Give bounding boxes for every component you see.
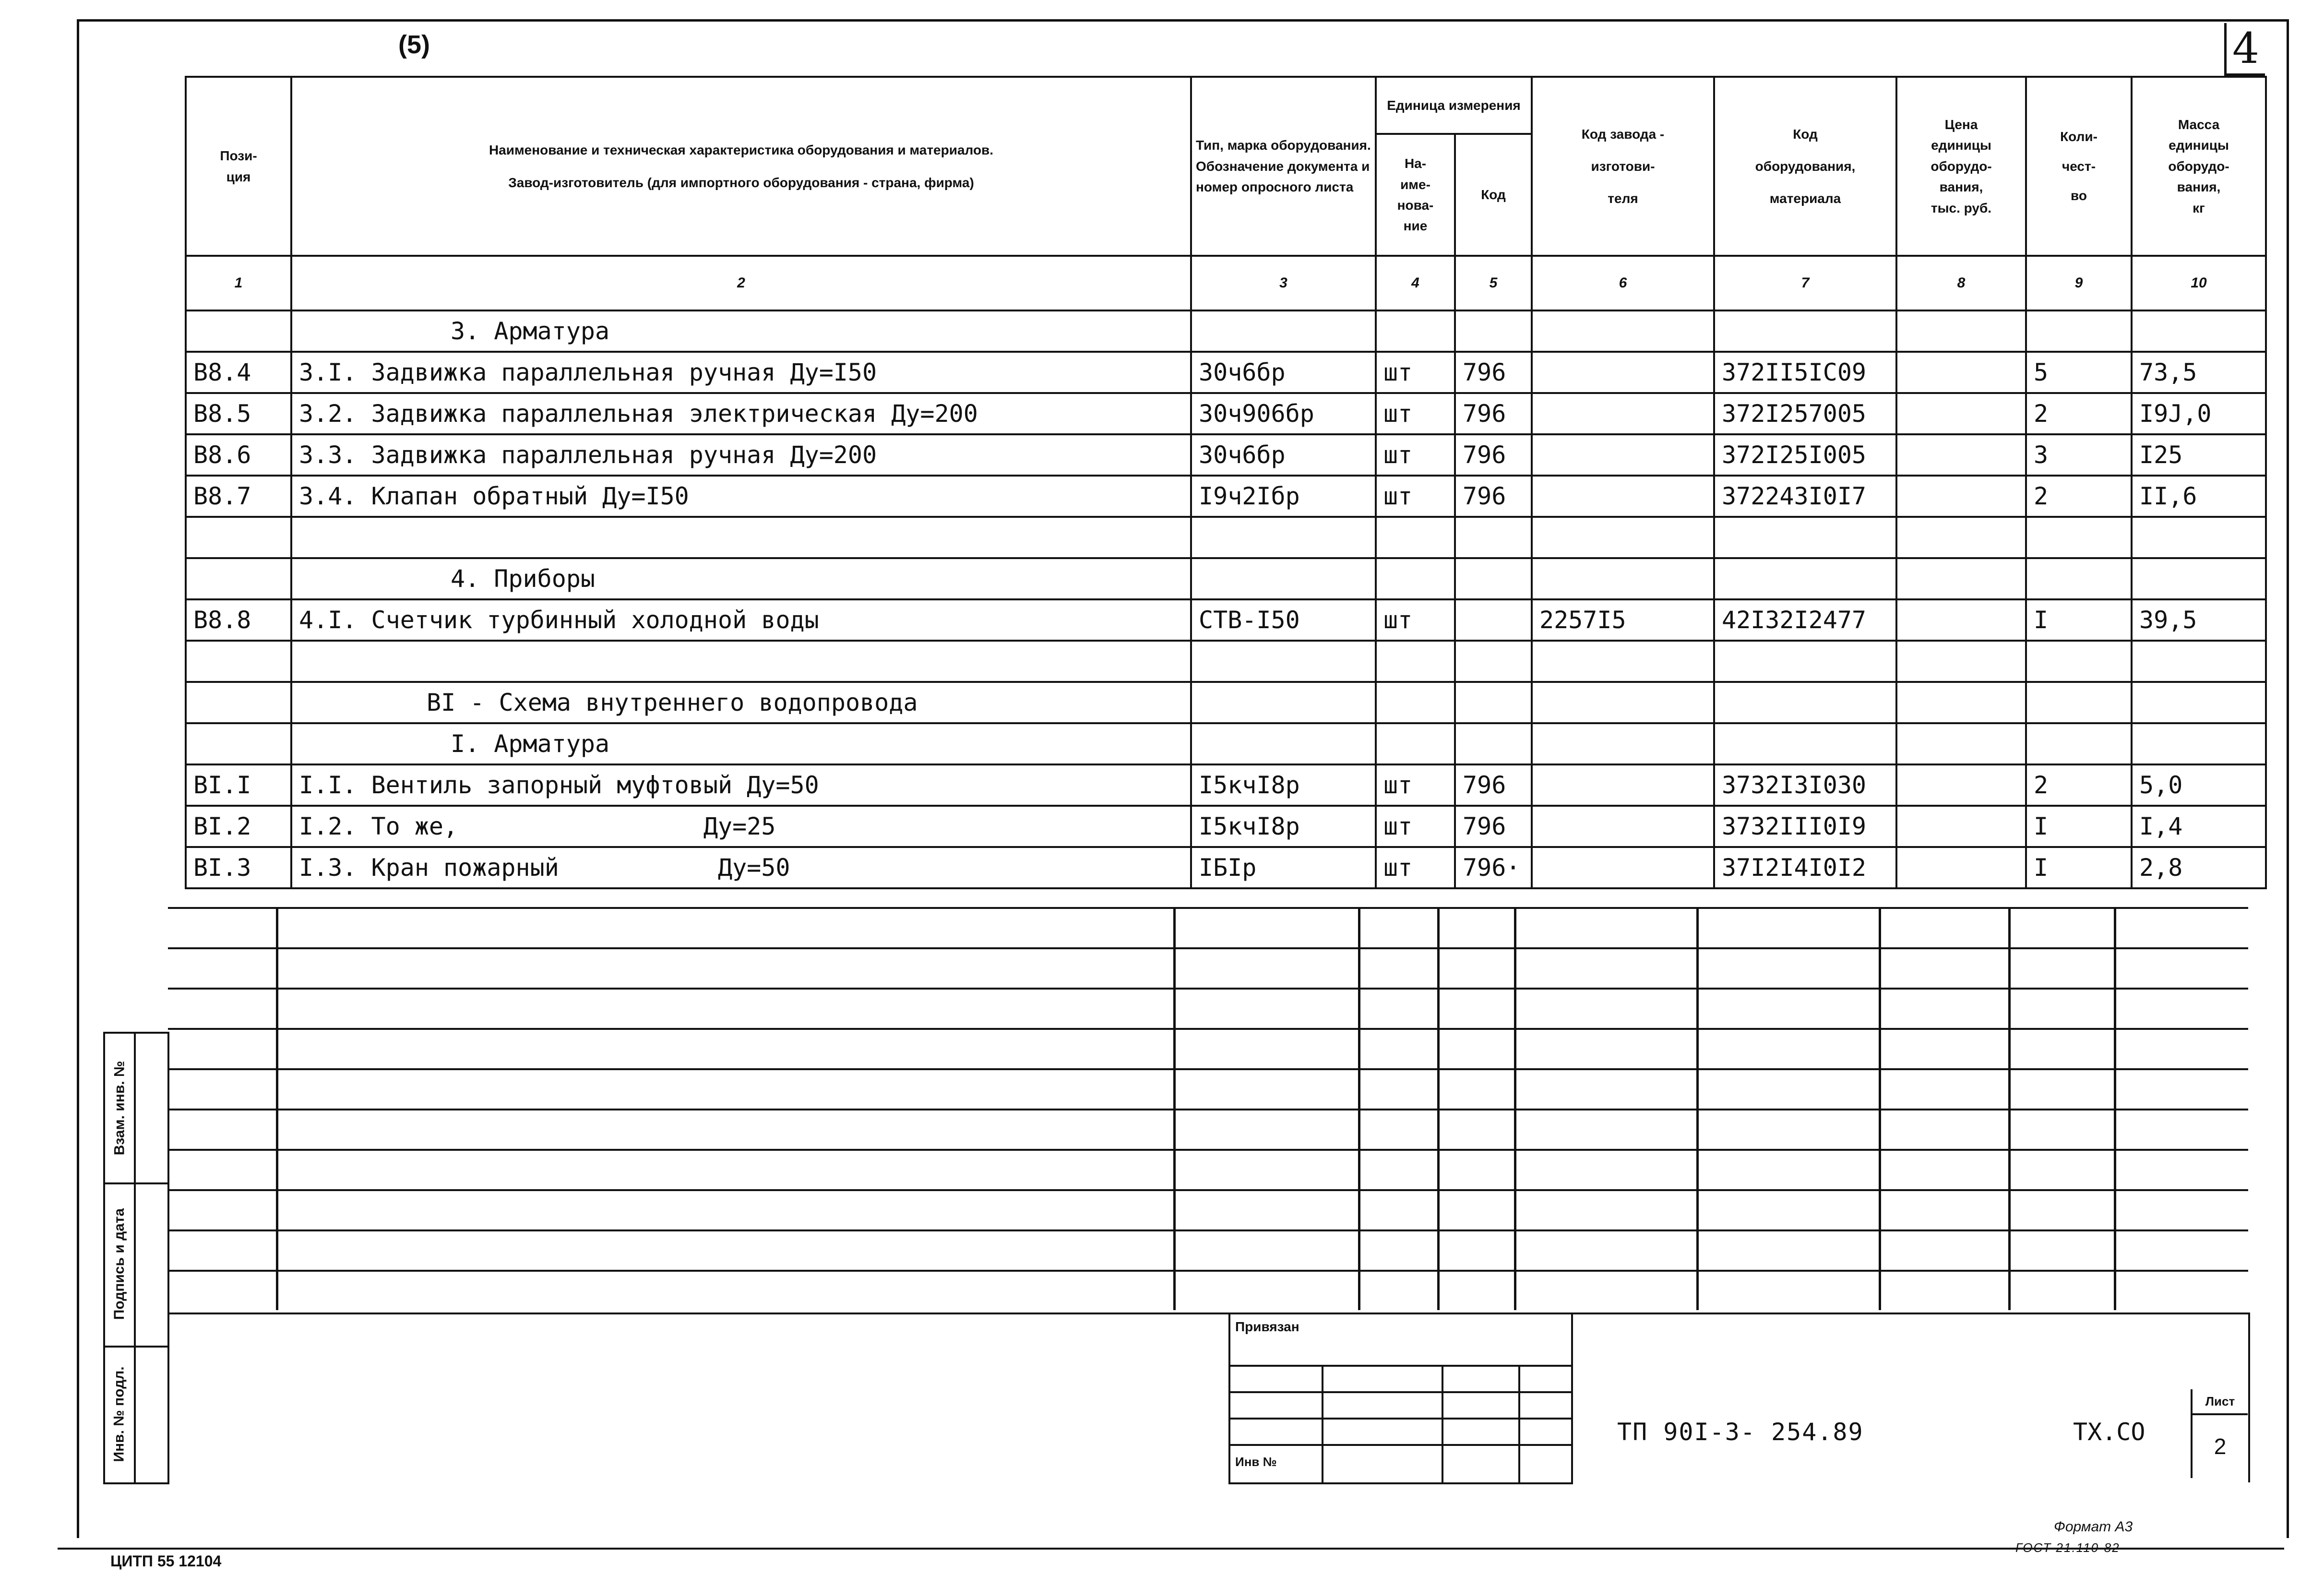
- cell-ucode: [1455, 517, 1532, 558]
- cell-unit: [1376, 558, 1455, 599]
- cell-unit: [1376, 682, 1455, 723]
- column-number-row: [186, 256, 2266, 310]
- cell-ucode: 796: [1455, 393, 1532, 434]
- colnum: 8: [1896, 256, 2026, 310]
- cell-code: [1714, 517, 1896, 558]
- cell-price: [1896, 806, 2026, 847]
- cell-unit: [1376, 723, 1455, 764]
- cell-qty: [2026, 310, 2132, 352]
- table-row: [186, 723, 2266, 764]
- cell-price: [1896, 847, 2026, 888]
- cell-ucode: [1455, 558, 1532, 599]
- cell-ucode: [1455, 599, 1532, 641]
- cell-unit: шт: [1376, 599, 1455, 641]
- cell-mass: I9J,0: [2132, 393, 2266, 434]
- cell-mass: [2132, 558, 2266, 599]
- cell-name: 4. Приборы: [291, 558, 1191, 599]
- blank-rows-area: [168, 907, 2248, 1310]
- header-pos: Пози- ция: [186, 77, 291, 256]
- cell-mass: I,4: [2132, 806, 2266, 847]
- sheet-box: [2191, 1389, 2248, 1478]
- cell-name: [291, 517, 1191, 558]
- header-unit-name: На- име- нова- ние: [1376, 134, 1455, 256]
- cell-ucode: [1455, 310, 1532, 352]
- cell-type: [1191, 641, 1376, 682]
- cell-qty: 2: [2026, 476, 2132, 517]
- blank-row-line: [168, 1189, 2248, 1191]
- cell-ucode: 796: [1455, 764, 1532, 806]
- document-code: ТП 90I-3- 254.89: [1617, 1418, 1864, 1446]
- sheet-number: 2: [2214, 1434, 2227, 1459]
- cell-mass: [2132, 641, 2266, 682]
- cell-mass: 2,8: [2132, 847, 2266, 888]
- cell-price: [1896, 517, 2026, 558]
- colnum: 9: [2026, 256, 2132, 310]
- cell-factory: [1532, 764, 1714, 806]
- cell-name: I.2. То же, Ду=25: [291, 806, 1191, 847]
- cell-price: [1896, 476, 2026, 517]
- cell-qty: [2026, 682, 2132, 723]
- tsitp-label: ЦИТП 55 12104: [110, 1552, 222, 1570]
- cell-code: 3732I3I030: [1714, 764, 1896, 806]
- cell-factory: [1532, 723, 1714, 764]
- privyazan-stamp: [1228, 1313, 1573, 1484]
- table-row: [186, 352, 2266, 393]
- cell-factory: [1532, 393, 1714, 434]
- colnum: 10: [2132, 256, 2266, 310]
- blank-row-line: [168, 1270, 2248, 1272]
- cell-code: 3732III0I9: [1714, 806, 1896, 847]
- cell-name: 4.I. Счетчик турбинный холодной воды: [291, 599, 1191, 641]
- cell-code: 37I2I4I0I2: [1714, 847, 1896, 888]
- cell-pos: В8.6: [186, 434, 291, 476]
- cell-qty: I: [2026, 599, 2132, 641]
- cell-price: [1896, 310, 2026, 352]
- cell-type: [1191, 558, 1376, 599]
- cell-ucode: 796: [1455, 352, 1532, 393]
- cell-mass: 39,5: [2132, 599, 2266, 641]
- frame-bottom-line: [58, 1548, 2284, 1550]
- blank-row-line: [168, 1109, 2248, 1110]
- cell-qty: [2026, 723, 2132, 764]
- cell-name: BI - Схема внутреннего водопровода: [291, 682, 1191, 723]
- cell-type: I9ч2Iбр: [1191, 476, 1376, 517]
- blank-row-line: [168, 947, 2248, 949]
- cell-code: [1714, 558, 1896, 599]
- cell-factory: [1532, 517, 1714, 558]
- blank-col-line: [1879, 907, 1881, 1310]
- document-mark: ТХ.СО: [2073, 1418, 2145, 1446]
- colnum: 5: [1455, 256, 1532, 310]
- cell-mass: 73,5: [2132, 352, 2266, 393]
- cell-pos: [186, 641, 291, 682]
- sheet-corner-number: 4: [2224, 23, 2265, 76]
- table-row: [186, 476, 2266, 517]
- cell-name: 3. Арматура: [291, 310, 1191, 352]
- cell-ucode: [1455, 641, 1532, 682]
- cell-factory: [1532, 847, 1714, 888]
- cell-pos: BI.I: [186, 764, 291, 806]
- cell-price: [1896, 641, 2026, 682]
- blank-row-line: [168, 1149, 2248, 1151]
- cell-ucode: [1455, 723, 1532, 764]
- cell-price: [1896, 599, 2026, 641]
- inv-podl-label: Инв. № подл.: [111, 1366, 127, 1462]
- cell-qty: [2026, 641, 2132, 682]
- blank-col-line: [1358, 907, 1360, 1310]
- header-unit: Единица измерения: [1376, 77, 1532, 134]
- blank-row-line: [168, 1068, 2248, 1070]
- cell-unit: шт: [1376, 434, 1455, 476]
- blank-row-line: [168, 1028, 2248, 1030]
- cell-pos: [186, 517, 291, 558]
- cell-pos: В8.5: [186, 393, 291, 434]
- cell-qty: 2: [2026, 393, 2132, 434]
- cell-type: 30ч906бр: [1191, 393, 1376, 434]
- podpis-label: Подпись и дата: [111, 1208, 128, 1320]
- cell-code: [1714, 310, 1896, 352]
- cell-factory: [1532, 476, 1714, 517]
- cell-type: I5кчI8р: [1191, 764, 1376, 806]
- cell-name: 3.I. Задвижка параллельная ручная Ду=I50: [291, 352, 1191, 393]
- cell-name: 3.3. Задвижка параллельная ручная Ду=200: [291, 434, 1191, 476]
- cell-price: [1896, 723, 2026, 764]
- cell-mass: [2132, 723, 2266, 764]
- table-row: [186, 599, 2266, 641]
- cell-mass: II,6: [2132, 476, 2266, 517]
- cell-pos: [186, 723, 291, 764]
- colnum: 7: [1714, 256, 1896, 310]
- colnum: 4: [1376, 256, 1455, 310]
- format-label: Формат А3: [2054, 1519, 2133, 1535]
- cell-price: [1896, 558, 2026, 599]
- cell-pos: BI.2: [186, 806, 291, 847]
- cell-ucode: 796: [1455, 806, 1532, 847]
- blank-col-line: [2114, 907, 2116, 1310]
- cell-unit: шт: [1376, 393, 1455, 434]
- header-name: Наименование и техническая характеристика оборудования и материалов. Завод-изготовитель (для импортного оборудования - страна, фирма): [291, 77, 1191, 256]
- table-row: [186, 682, 2266, 723]
- table-row: [186, 806, 2266, 847]
- cell-type: [1191, 310, 1376, 352]
- cell-unit: [1376, 517, 1455, 558]
- cell-factory: [1532, 558, 1714, 599]
- blank-col-line: [1514, 907, 1516, 1310]
- cell-qty: [2026, 517, 2132, 558]
- cell-code: [1714, 641, 1896, 682]
- blank-col-line: [1696, 907, 1699, 1310]
- cell-unit: [1376, 310, 1455, 352]
- cell-unit: шт: [1376, 764, 1455, 806]
- cell-unit: шт: [1376, 806, 1455, 847]
- table-row: [186, 393, 2266, 434]
- header-code: Код оборудования, материала: [1714, 77, 1896, 256]
- cell-mass: [2132, 517, 2266, 558]
- cell-price: [1896, 434, 2026, 476]
- cell-price: [1896, 352, 2026, 393]
- cell-name: [291, 641, 1191, 682]
- cell-qty: 5: [2026, 352, 2132, 393]
- title-block: [168, 1313, 2250, 1482]
- colnum: 3: [1191, 256, 1376, 310]
- cell-code: [1714, 723, 1896, 764]
- cell-type: I5кчI8р: [1191, 806, 1376, 847]
- table-row: [186, 517, 2266, 558]
- inv-no-label: Инв №: [1235, 1455, 1277, 1469]
- cell-code: 372I257005: [1714, 393, 1896, 434]
- cell-qty: I: [2026, 806, 2132, 847]
- cell-code: 372II5IC09: [1714, 352, 1896, 393]
- cell-factory: [1532, 310, 1714, 352]
- gost-label: ГОСТ 21.110-82: [2015, 1540, 2120, 1555]
- cell-qty: 2: [2026, 764, 2132, 806]
- cell-pos: В8.4: [186, 352, 291, 393]
- header-factory: Код завода - изготови- теля: [1532, 77, 1714, 256]
- sheet-label: Лист: [2193, 1389, 2248, 1415]
- table-row: [186, 847, 2266, 888]
- blank-col-line: [2008, 907, 2011, 1310]
- cell-name: 3.4. Клапан обратный Ду=I50: [291, 476, 1191, 517]
- cell-ucode: [1455, 682, 1532, 723]
- cell-pos: BI.3: [186, 847, 291, 888]
- cell-factory: [1532, 682, 1714, 723]
- cell-type: [1191, 723, 1376, 764]
- cell-factory: [1532, 434, 1714, 476]
- cell-mass: I25: [2132, 434, 2266, 476]
- cell-type: IБIр: [1191, 847, 1376, 888]
- privyazan-label: Привязан: [1235, 1319, 1299, 1334]
- cell-code: 372I25I005: [1714, 434, 1896, 476]
- cell-unit: шт: [1376, 847, 1455, 888]
- cell-price: [1896, 764, 2026, 806]
- cell-qty: 3: [2026, 434, 2132, 476]
- cell-unit: шт: [1376, 476, 1455, 517]
- header-unit-code: Код: [1455, 134, 1532, 256]
- cell-unit: [1376, 641, 1455, 682]
- cell-unit: шт: [1376, 352, 1455, 393]
- cell-type: 30ч6бр: [1191, 352, 1376, 393]
- blank-row-line: [168, 1229, 2248, 1231]
- cell-pos: [186, 310, 291, 352]
- cell-code: 372243I0I7: [1714, 476, 1896, 517]
- header-qty: Коли- чест- во: [2026, 77, 2132, 256]
- cell-pos: В8.8: [186, 599, 291, 641]
- cell-factory: [1532, 352, 1714, 393]
- header-mass: Масса единицы оборудо- вания, кг: [2132, 77, 2266, 256]
- page-number: (5): [398, 30, 430, 59]
- colnum: 1: [186, 256, 291, 310]
- cell-pos: [186, 558, 291, 599]
- cell-ucode: 796: [1455, 476, 1532, 517]
- cell-type: [1191, 682, 1376, 723]
- cell-pos: В8.7: [186, 476, 291, 517]
- header-type: Тип, марка оборудования. Обозначение документа и номер опросного листа: [1191, 77, 1376, 256]
- header-price: Цена единицы оборудо- вания, тыс. руб.: [1896, 77, 2026, 256]
- side-stamp: [103, 1032, 169, 1484]
- cell-ucode: 796: [1455, 434, 1532, 476]
- blank-row-line: [168, 988, 2248, 990]
- cell-price: [1896, 393, 2026, 434]
- cell-type: СТВ-I50: [1191, 599, 1376, 641]
- cell-pos: [186, 682, 291, 723]
- cell-price: [1896, 682, 2026, 723]
- header-row: [186, 77, 2266, 134]
- table-row: [186, 641, 2266, 682]
- table-body: [186, 310, 2266, 888]
- colnum: 6: [1532, 256, 1714, 310]
- cell-factory: [1532, 806, 1714, 847]
- colnum: 2: [291, 256, 1191, 310]
- cell-name: 3.2. Задвижка параллельная электрическая Ду=200: [291, 393, 1191, 434]
- table-row: [186, 310, 2266, 352]
- blank-col-line: [1173, 907, 1176, 1310]
- cell-qty: I: [2026, 847, 2132, 888]
- cell-mass: [2132, 682, 2266, 723]
- cell-name: I.I. Вентиль запорный муфтовый Ду=50: [291, 764, 1191, 806]
- cell-mass: [2132, 310, 2266, 352]
- cell-mass: 5,0: [2132, 764, 2266, 806]
- cell-code: 42I32I2477: [1714, 599, 1896, 641]
- table-row: [186, 434, 2266, 476]
- cell-code: [1714, 682, 1896, 723]
- cell-type: [1191, 517, 1376, 558]
- cell-type: 30ч6бр: [1191, 434, 1376, 476]
- cell-name: I. Арматура: [291, 723, 1191, 764]
- cell-name: I.3. Кран пожарный Ду=50: [291, 847, 1191, 888]
- cell-qty: [2026, 558, 2132, 599]
- vzam-inv-label: Взам. инв. №: [111, 1061, 128, 1156]
- cell-factory: 2257I5: [1532, 599, 1714, 641]
- cell-factory: [1532, 641, 1714, 682]
- cell-ucode: 796·: [1455, 847, 1532, 888]
- table-row: [186, 764, 2266, 806]
- blank-row-line: [168, 907, 2248, 909]
- blank-col-line: [1437, 907, 1440, 1310]
- table-row: [186, 558, 2266, 599]
- blank-col-line: [276, 907, 278, 1310]
- specification-table: [185, 76, 2267, 889]
